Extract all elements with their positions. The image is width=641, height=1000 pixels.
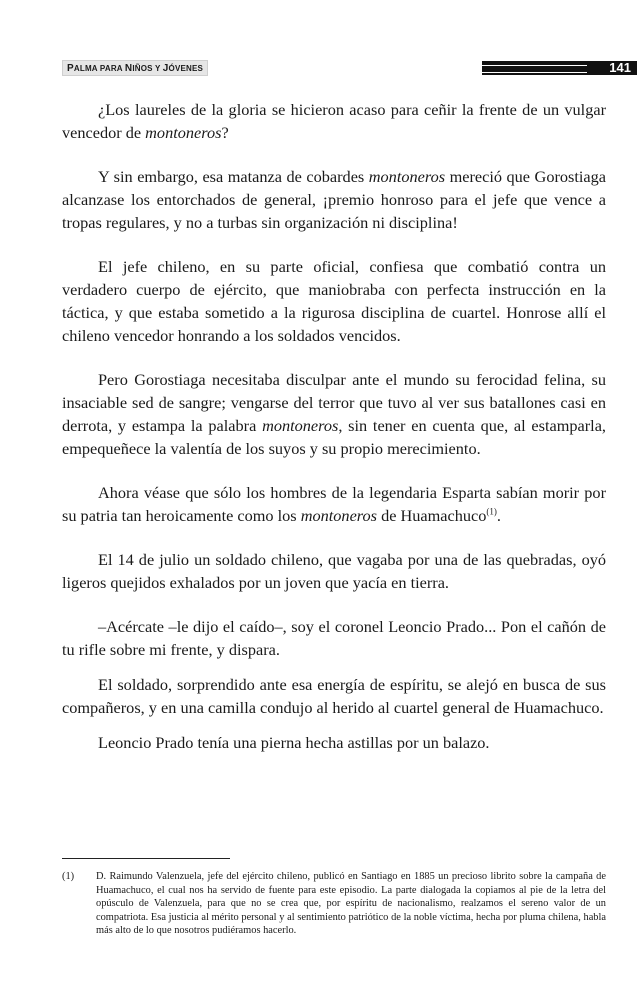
body-text [62,98,606,775]
header-bar [482,61,637,75]
title-rest: IÑOS Y [132,64,163,73]
text-segment: Leoncio Prado tenía una pierna hecha astillas por un balazo. [98,733,490,752]
text-segment: –Acércate –le dijo el caído–, soy el coronel Leoncio Prado... Pon el cañón de tu rifle sobre mi frente, y dispara. [62,617,606,659]
book-title [62,60,208,76]
title-rest: ALMA PARA [73,64,125,73]
header-bar-lines [482,65,587,73]
paragraph [62,255,606,347]
text-segment: Pero Gorostiaga necesitaba disculpar ante el mundo su ferocidad felina, su insaciable sed de sangre; vengarse del terror que tuvo al ver sus batallones casi en derrota, y estampa la palabra [62,370,606,435]
text-segment: Ahora véase que sólo los hombres de la legendaria Esparta sabían morir por su patria tan heroicamente como los [62,483,606,525]
text-segment: El 14 de julio un soldado chileno, que vagaba por una de las quebradas, oyó ligeros quejidos exhalados por un joven que yacía en tierra. [62,550,606,592]
text-segment: El soldado, sorprendido ante esa energía de espíritu, se alejó en busca de sus compañeros, y en una camilla condujo al herido al cuartel general de Huamachuco. [62,675,606,717]
text-segment: mereció que Gorostiaga alcanzase los entorchados de general, ¡premio honroso para el jefe que vence a tropas regulares, y no a turbas sin organización ni disciplina! [62,167,606,232]
text-segment: Y sin embargo, esa matanza de cobardes [98,167,369,186]
paragraph [62,165,606,234]
footnote-reference[interactable]: (1) [486,506,497,517]
text-segment: ¿Los laureles de la gloria se hicieron acaso para ceñir la frente de un vulgar vencedor de [62,100,606,142]
page-number: 141 [609,60,631,75]
footnote [62,870,606,938]
title-initial: P [67,63,74,74]
italic-word: montoneros [262,416,339,435]
text-segment: . [496,506,501,525]
italic-word: montoneros [145,123,222,142]
italic-word: montoneros [300,506,377,525]
paragraph [62,548,606,594]
title-initial: J [162,63,169,74]
footnote-text: D. Raimundo Valenzuela, jefe del ejército chileno, publicó en Santiago en 1885 un precioso librito sobre la campaña de Huamachuco, el cual nos ha servido de fuente para este episodio. La parte dialogada la copiamos al pie de la letra del opúsculo de Valenzuela, para que no se crea que, por espíritu de nacionalismo, realzamos el sereno valor de un compatriota. Esa justicia al mérito personal y al sentimiento patriótico de la noble víctima, hecha por pluma chilena, habla más alto de lo que nosotros pudiéramos hacerlo. [96,871,606,936]
title-initial: N [124,63,133,74]
running-header [62,58,631,78]
footnote-mark: (1) [62,871,75,882]
paragraph [62,98,606,144]
paragraph [62,731,606,754]
paragraph [62,615,606,661]
italic-word: montoneros [368,167,446,186]
footnote-rule [62,858,230,859]
title-rest: ÓVENES [168,64,204,73]
text-segment: El jefe chileno, en su parte oficial, confiesa que combatió contra un verdadero cuerpo de ejército, que maniobraba con perfecta instrucción en la táctica, y que estaba sometido a la rigurosa disciplina de cuartel. Honrose allí el chileno vencedor honrando a los soldados vencidos. [62,257,606,345]
paragraph [62,368,606,460]
text-segment: de Huamachuco [377,506,487,525]
paragraph [62,481,606,527]
text-segment: ? [221,123,229,142]
paragraph [62,673,606,719]
text-segment: , sin tener en cuenta que, al estamparla, empequeñece la valentía de los suyos y su propio merecimiento. [62,416,606,458]
